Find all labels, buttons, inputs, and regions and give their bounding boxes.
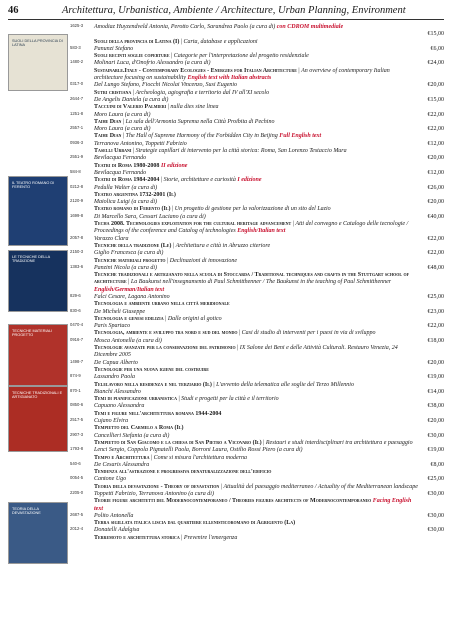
- isbn-code: [70, 112, 94, 116]
- isbn-code: [70, 360, 94, 364]
- entry-title: Taihe Dian: [94, 133, 122, 140]
- entry-title: Tecnologie avanzate per la conservazione del patrimonio: [94, 345, 236, 352]
- isbn-number: 870-1: [70, 387, 81, 393]
- isbn-number: 540-6: [70, 460, 81, 466]
- entry-title: Sustainable.Italy - Contemporary Ecologies - Energies for Italian Architecture: [94, 67, 297, 74]
- entry-price: €26,00: [427, 184, 444, 191]
- catalog-entry: [70, 155, 444, 170]
- entry-note: English text with Italian abstracts: [187, 75, 272, 82]
- book-cover: [8, 250, 68, 312]
- book-cover: [8, 176, 68, 246]
- isbn-code: [70, 141, 94, 145]
- isbn-code: [70, 236, 94, 240]
- entry-author: Moro Laura (a cura di): [94, 126, 151, 133]
- isbn-code: [70, 46, 94, 50]
- entry-author: De Cesaris Alessandra: [94, 461, 150, 468]
- isbn-number: 0470-4: [70, 322, 84, 328]
- catalog-entry: [70, 403, 444, 418]
- isbn-number: 0850-6: [70, 402, 84, 408]
- entry-author: Molinari Luca, d'Onofrio Alessandro (a cura di): [94, 60, 211, 67]
- catalog-entry: 2120-9 Maiolica Luigi (a cura di) Teatro romano di Ferento (Il) | Un progetto di gestione per la valorizzazione di un sito del Lazio €20,00: [70, 198, 444, 213]
- isbn-number: 830-6: [70, 307, 81, 313]
- entry-title: Terremoto e architettura storica: [94, 534, 180, 541]
- catalog-entry: 1699-8 Di Marcello Sara, Cessari Luciano (a cura di) Techa 2008. Technologies exploitation for the cultural heritage advancement | Atti del convegno e Catalogo delle tecnologie / Proceedings of the conference and Catalog of technologies English/Italian text €40,00: [70, 212, 444, 235]
- entry-price: €18,00: [427, 337, 444, 344]
- entry-author: Lassandro Paola: [94, 374, 135, 381]
- entry-price: €20,00: [427, 359, 444, 366]
- entry-author: Varazzo Clara: [94, 235, 129, 242]
- entry-title: Tecniche tradizionali e artigianato nella scuola di Stoccarda / Traditional techniques and crafts in the Stuttgart school of architecture: [94, 272, 410, 286]
- catalog-entry: 2012-4 Donatelli Adalgisa Terremoto e architettura storica | Prevenire l'emergenza €30,00: [70, 526, 444, 541]
- entry-title: Teoria della devastazione - Theory of devastation: [94, 483, 220, 490]
- entry-author: Panzini Nicola (a cura di): [94, 264, 157, 271]
- entry-price: €20,00: [427, 199, 444, 206]
- entry-title: Temi di pianificazione urbanistica: [94, 396, 177, 403]
- entry-author: Falci Cesare, Lagana Antonino: [94, 293, 170, 300]
- isbn-code: [70, 82, 94, 86]
- isbn-code: [70, 338, 94, 342]
- entry-author: De Micheli Giuseppe: [94, 308, 145, 315]
- isbn-code: [70, 294, 94, 298]
- isbn-code: [70, 323, 94, 327]
- entry-title: Tecnologia e ambiente urbano nella città meridionale: [94, 301, 230, 308]
- entry-price: €25,00: [427, 293, 444, 300]
- catalog-entry: Suoli della provincia di Latina (I) | Carta, database e applicazioni €15,00: [94, 31, 444, 45]
- isbn-code: [70, 24, 94, 28]
- isbn-code: [70, 170, 94, 174]
- entry-price: €15,00: [427, 31, 444, 38]
- entry-note: II edizione: [160, 162, 188, 169]
- entry-author: Cancellieri Stefania (a cura di): [94, 432, 170, 439]
- isbn-code: [70, 250, 94, 254]
- entry-title: Tecniche materiali progetto: [94, 257, 166, 264]
- isbn-code: [70, 527, 94, 531]
- isbn-number: 2644-7: [70, 95, 84, 101]
- entry-price: €24,00: [427, 60, 444, 67]
- entry-price: €8,00: [430, 461, 444, 468]
- entry-title: Tendenza all'astrazione e progressiva denaturalizzazione dell'edificio: [94, 469, 272, 476]
- entry-price: €22,00: [427, 235, 444, 242]
- entry-title: Teorie figure architetti del Modernocontemporaneo / Theories figures architects of Modernocontemporaneo: [94, 498, 372, 505]
- entry-title: Tempo e Architettura: [94, 454, 150, 461]
- catalog-entry: 2907-3 Cancellieri Stefania (a cura di) Tempietto di San Giacomo e la chiesa di San Pietro a Vicovaro (Il) | Restauri e studi interdisciplinari tra architettura e paesaggio €30,00: [70, 431, 444, 446]
- isbn-code: [70, 185, 94, 189]
- isbn-number: 1383-6: [70, 263, 84, 269]
- isbn-number: 2150-3: [70, 249, 84, 255]
- entry-subtitle: The Hall of Supreme Harmony of the Forbidden City in Beijing: [125, 133, 278, 140]
- entry-author: Moro Laura (a cura di): [94, 111, 151, 118]
- entry-note: I edizione: [237, 177, 262, 184]
- isbn-number: 2120-9: [70, 198, 84, 204]
- entry-price: €6,00: [430, 45, 444, 52]
- entry-subtitle: Casi di studio di interventi per i paesi in via di sviluppo: [241, 330, 376, 337]
- book-cover-title: TEORIA DELLA DEVASTAZIONE: [12, 507, 41, 516]
- entry-author: Bevilacqua Fernando: [94, 169, 147, 176]
- isbn-number: 1625-3: [70, 23, 84, 28]
- catalog-entry: 0470-4 Paris Spartaco Tecnologia, ambiente e sviluppo tra nord e sud del mondo | Casi di studio di interventi per i paesi in via di sviluppo €22,00: [70, 322, 444, 337]
- entry-author: Di Marcello Sara, Cessari Luciano (a cura di): [94, 213, 206, 220]
- book-cover-title: SUOLI DELLA PROVINCIA DI LATINA: [12, 39, 63, 48]
- entry-subtitle: Come si misura l'architettura moderna: [153, 454, 248, 461]
- entry-price: €20,00: [427, 82, 444, 89]
- entry-price: €30,00: [427, 512, 444, 519]
- isbn-code: [70, 97, 94, 101]
- catalog-entry: 830-6 De Micheli Giuseppe Tecnologia e genesi edilizia | Dalle origini al gotico €23,00: [70, 307, 444, 322]
- entry-title: Telelavoro nella residenza e nel terziario (Il): [94, 381, 212, 388]
- isbn-code: [70, 309, 94, 313]
- isbn-code: [70, 462, 94, 466]
- book-cover-title: LE TECNICHE DELLA TRADIZIONE: [12, 255, 50, 264]
- entry-price: €38,00: [427, 403, 444, 410]
- entry-note: English/Italian text: [237, 228, 286, 235]
- entry-price: €19,00: [427, 447, 444, 454]
- entry-title: Taselli Urbani: [94, 148, 132, 155]
- entry-title: Sutri cristiana: [94, 89, 132, 96]
- entry-subtitle: La sala dell'Armonia Suprema nella Città Proibita di Pechino: [125, 118, 275, 125]
- entry-author: Mosca Antonella (a cura di): [94, 337, 162, 344]
- isbn-code: [70, 126, 94, 130]
- catalog-entry: 0916-7 Mosca Antonella (a cura di) Tecnologie avanzate per la conservazione del patrimonio | IX Salone dei Beni e delle Attività Culturali. Restauro Venezia, 24 Dicembre 2005 €18,00: [70, 336, 444, 359]
- entry-title: Tecnologia e genesi edilizia: [94, 315, 164, 322]
- catalog-entry: 1251-8 Moro Laura (a cura di) Taihe Dian | La sala dell'Armonia Suprema nella Città Proibita di Pechino €22,00: [70, 110, 444, 125]
- entry-title: Tecnologia, ambiente e sviluppo tra nord e sud del mondo: [94, 330, 238, 337]
- isbn-code: [70, 403, 94, 407]
- entry-subtitle: Declinazioni di innovazione: [169, 257, 238, 264]
- book-cover-title: TECNICHE MATERIALI PROGETTO: [12, 329, 53, 338]
- page-number: 46: [8, 5, 19, 16]
- entry-subtitle: Prevenire l'emergenza: [183, 534, 238, 541]
- entry-note: Full English text: [279, 133, 322, 140]
- entry-author: Panunzi Stefano: [94, 45, 134, 52]
- isbn-code: [70, 374, 94, 378]
- isbn-number: 2205-0: [70, 490, 84, 495]
- entry-author: Toppetti Fabrizio, Terranova Antonino (a cura di): [94, 491, 214, 497]
- isbn-code: [70, 476, 94, 480]
- entry-title: Taihe Dian: [94, 118, 122, 125]
- entry-subtitle: L'avvento della telematica alle soglie del Terzo Millennio: [216, 381, 354, 388]
- isbn-number: 0936-3: [70, 139, 84, 145]
- catalog-entry: 0936-3 Terranova Antonino, Toppetti Fabrizio Taselli Urbani | Strategie capillari di intervento per la città storica: Roma, San Lorenzo Testaccio Mura €12,00: [70, 139, 444, 155]
- book-cover-title: TECNICHE TRADIZIONALI E ARTIGIANATO: [12, 391, 63, 400]
- entry-author: Lenci Sergio, Coppola Pignatelli Paola, Borroni Laura, Ostilio Rossi Piero (a cura di): [94, 447, 303, 454]
- entry-price: €30,00: [427, 432, 444, 439]
- entry-title: Techa 2008. Technologies exploitation for the cultural heritage advancement: [94, 221, 292, 228]
- catalog-list: [70, 24, 444, 542]
- catalog-entry: 0317-0 Del Lungo Stefano, Fiocchi Nicolai Vincenzo, Susi Eugenio Sutri cristiana | Archeologia, agiografia e territorio dal IV all'XI secolo €20,00: [70, 81, 444, 96]
- entry-price: €20,00: [427, 155, 444, 162]
- isbn-number: 874-9: [70, 373, 81, 379]
- entry-title: Tempietto di San Giacomo e la chiesa di San Pietro a Vicovaro (Il): [94, 439, 262, 446]
- entry-price: €23,00: [427, 308, 444, 315]
- isbn-number: 0317-0: [70, 81, 84, 87]
- book-cover: [8, 324, 68, 386]
- entry-author: Polito Antonella: [94, 512, 134, 519]
- isbn-number: 0054-5: [70, 475, 84, 481]
- isbn-number: 1793-8: [70, 446, 84, 452]
- entry-price: €14,00: [427, 388, 444, 395]
- isbn-number: 2012-4: [70, 526, 84, 532]
- isbn-code: [70, 447, 94, 451]
- entry-price: €22,00: [427, 250, 444, 257]
- catalog-entry: [70, 513, 444, 528]
- entry-price: €22,00: [427, 323, 444, 330]
- entry-subtitle: Un progetto di gestione per la valorizzazione di un sito del Lazio: [174, 206, 331, 213]
- catalog-entry: 583-3 Panunzi Stefano Suoli recinti soglie coperture | Categorie per l'interpretazione del progetto residenziale €6,00: [70, 44, 444, 60]
- isbn-number: 2907-3: [70, 431, 84, 437]
- header-rule: [8, 19, 444, 20]
- isbn-number: 1699-8: [70, 212, 84, 218]
- entry-title: Teatri di Roma 1980-2008: [94, 162, 160, 169]
- book-cover: [8, 386, 68, 452]
- isbn-number: 2557-1: [70, 125, 84, 131]
- entry-author: Bianchi Alessandro: [94, 388, 141, 395]
- isbn-code: [70, 155, 94, 159]
- entry-subtitle: Studi e progetti per la città e il territorio: [181, 396, 279, 403]
- entry-author: De Capua Alberto: [94, 359, 138, 366]
- entry-title: Suoli recinti soglie coperture: [94, 53, 170, 60]
- catalog-entry: 1383-6 Panzini Nicola (a cura di) Tecniche tradizionali e artigianato nella scuola di Stoccarda / Traditional techniques and crafts in the Stuttgart school of architecture | La Baukunst nell'insegnamento di Paul Schmitthenner / The Baukunst in the teaching of Paul Schmitthenner English/German/Italian text €48,00: [70, 263, 444, 293]
- catalog-entry: 0054-5 Cantone Ugo Teoria della devastazione - Theory of devastation | Attualità del paesaggio mediterraneo / Actuality of the Mediterranean landscape €25,00: [70, 475, 444, 490]
- entry-note: English/German/Italian text: [94, 286, 165, 293]
- entry-author: Cujano Elvira: [94, 418, 129, 425]
- catalog-entry: 2057-8 Varazzo Clara Tecniche della tradizione (Le) | Architettura e città in Abruzzo citeriore €22,00: [70, 234, 444, 249]
- catalog-entry: 2150-3 Giglio Francesca (a cura di) Tecniche materiali progetto | Declinazioni di innovazione €22,00: [70, 249, 444, 264]
- isbn-number: 0916-7: [70, 336, 84, 342]
- isbn-code: [70, 491, 94, 495]
- isbn-code: [70, 433, 94, 437]
- catalog-entry: 870-1 Bianchi Alessandro Temi di pianificazione urbanistica | Studi e progetti per la città e il territorio €14,00: [70, 387, 444, 403]
- entry-subtitle: Architettura e città in Abruzzo citeriore: [175, 242, 271, 249]
- catalog-entry: [70, 294, 444, 309]
- entry-author: Terranova Antonino, Toppetti Fabrizio: [94, 140, 187, 147]
- entry-subtitle: Attualità del paesaggio mediterraneo / Actuality of the Mediterranean landscape: [223, 483, 418, 490]
- entry-author: Bevilacqua Fernando: [94, 155, 147, 162]
- catalog-entry: 2644-7 De Angelis Daniela (a cura di) Taccuini di Valerio Palmieri | nulla dies sine linea €15,00: [70, 95, 444, 111]
- catalog-entry: 874-9 Lassandro Paola Telelavoro nella residenza e nel terziario (Il) | L'avvento della telematica alle soglie del Terzo Millennio €19,00: [70, 373, 444, 388]
- catalog-entry: [70, 185, 444, 200]
- entry-author: Capuano Alessandra: [94, 403, 145, 410]
- entry-note: Facing English text: [94, 498, 412, 512]
- isbn-number: 2057-8: [70, 234, 84, 240]
- entry-price: €30,00: [427, 491, 444, 497]
- catalog-entry: [70, 491, 444, 513]
- entry-price: €25,00: [427, 476, 444, 483]
- isbn-code: [70, 60, 94, 64]
- catalog-entry: 584-8 Bevilacqua Fernando Teatri di Roma 1984-2004 | Storie, architetture e curiosità I edizione €12,00: [70, 168, 444, 184]
- isbn-number: 1251-8: [70, 110, 84, 116]
- book-cover: [8, 34, 68, 91]
- isbn-code: [70, 265, 94, 269]
- isbn-code: [70, 389, 94, 393]
- entry-subtitle: Categorie per l'interpretazione del progetto residenziale: [173, 53, 309, 60]
- entry-subtitle: Atti del convegno e Catalogo delle tecnologie / Proceedings of the conference and Catalog of technologies: [94, 221, 409, 235]
- entry-price: €30,00: [427, 527, 444, 534]
- entry-title: Suoli della provincia di Latina (I): [94, 38, 180, 45]
- entry-price: €22,00: [427, 126, 444, 133]
- running-title: Architettura, Urbanistica, Ambiente / Architecture, Urban Planning, Environment: [62, 5, 406, 16]
- entry-subtitle: La Baukunst nell'insegnamento di Paul Schmitthenner / The Baukunst in the teaching of Paul Schmitthenner: [130, 279, 392, 286]
- entry-note: con CDROM multimediale: [276, 24, 344, 30]
- isbn-code: [70, 214, 94, 218]
- catalog-entry: [70, 24, 444, 31]
- isbn-number: 583-3: [70, 44, 81, 50]
- entry-title: Tecnologie per una nuova igiene del costruire: [94, 366, 209, 373]
- isbn-code: [70, 513, 94, 517]
- entry-subtitle: nulla dies sine linea: [170, 104, 219, 111]
- entry-title: Teatri di Roma 1984-2004: [94, 177, 160, 184]
- entry-author: Amodiaz Huyzendveld Antonia, Perotto Carlo, Sarandrea Paolo (a cura di): [94, 24, 276, 30]
- entry-price: €22,00: [427, 111, 444, 118]
- entry-author: Maiolica Luigi (a cura di): [94, 199, 157, 206]
- entry-price: €48,00: [427, 264, 444, 271]
- entry-subtitle: Archeologia, agiografia e territorio dal IV all'XI secolo: [135, 89, 270, 96]
- isbn-number: 1498-7: [70, 358, 84, 364]
- entry-price: €12,00: [427, 169, 444, 176]
- isbn-number: 829-6: [70, 292, 81, 298]
- isbn-number: 2687-5: [70, 511, 84, 517]
- entry-title: Taccuini di Valerio Palmieri: [94, 104, 167, 111]
- isbn-number: 0212-8: [70, 183, 84, 189]
- entry-subtitle: Dalle origini al gotico: [167, 315, 222, 322]
- entry-price: €15,00: [427, 96, 444, 103]
- entry-author: Del Lungo Stefano, Fiocchi Nicolai Vincenzo, Susi Eugenio: [94, 82, 238, 89]
- entry-subtitle: Restauri e studi interdisciplinari tra architettura e paesaggio: [265, 439, 413, 446]
- entry-price: €12,00: [427, 140, 444, 147]
- entry-title: Teatro romano di Ferento (Il): [94, 206, 171, 213]
- isbn-number: 2517-5: [70, 417, 84, 423]
- entry-title: Terra sigillata italica liscia dal quartiere ellenisticoromano di Agrigento (La): [94, 520, 296, 527]
- catalog-entry: [70, 360, 444, 375]
- entry-price: €19,00: [427, 374, 444, 381]
- entry-price: €20,00: [427, 418, 444, 425]
- book-cover: [8, 502, 68, 564]
- entry-subtitle: Carta, database e applicazioni: [183, 38, 258, 45]
- page-header: [0, 0, 452, 22]
- entry-author: Giglio Francesca (a cura di): [94, 250, 164, 257]
- entry-author: Pedulla Walter (a cura di): [94, 184, 158, 191]
- isbn-number: 2551-9: [70, 154, 84, 160]
- entry-subtitle: IX Salone dei Beni e delle Attività Culturali. Restauro Venezia, 24 Dicembre 2005: [94, 345, 398, 359]
- entry-title: Tecniche della tradizione (Le): [94, 242, 172, 249]
- isbn-code: [70, 418, 94, 422]
- entry-subtitle: Storie, architetture e curiosità: [163, 177, 236, 184]
- entry-author: Cantone Ugo: [94, 476, 127, 483]
- isbn-number: 1480-2: [70, 59, 84, 65]
- entry-title: Tempietto del Carmelo a Roma (Il): [94, 425, 184, 432]
- entry-author: De Angelis Daniela (a cura di): [94, 96, 169, 103]
- entry-author: Paris Spartaco: [94, 323, 131, 330]
- entry-author: Donatelli Adalgisa: [94, 527, 140, 534]
- catalog-entry: 1480-2 Molinari Luca, d'Onofrio Alessandro (a cura di) Sustainable.Italy - Contemporary Ecologies - Energies for Italian Architecture | An overview of contemporary Italian architecture focusing on sustainability English text with Italian abstracts €24,00: [70, 59, 444, 82]
- entry-title: Temi e figure nell'architettura romana 1944-2004: [94, 410, 222, 417]
- entry-subtitle: Strategie capillari di intervento per la città storica: Roma, San Lorenzo Testaccio Mura: [135, 148, 347, 155]
- book-cover-title: IL TEATRO ROMANO DI FERENTO: [12, 181, 55, 190]
- catalog-entry: [70, 462, 444, 477]
- catalog-entry: [70, 418, 444, 433]
- isbn-number: 584-8: [70, 168, 81, 174]
- catalog-entry: 2557-1 Moro Laura (a cura di) Taihe Dian | The Hall of Supreme Harmony of the Forbidden City in Beijing Full English text €22,00: [70, 125, 444, 140]
- entry-price: €40,00: [427, 213, 444, 220]
- catalog-entry: 1793-8 Lenci Sergio, Coppola Pignatelli Paola, Borroni Laura, Ostilio Rossi Piero (a cura di) Tempo e Architettura | Come si misura l'architettura moderna €19,00: [70, 446, 444, 461]
- isbn-code: [70, 199, 94, 203]
- entry-title: Teatro argentina 1732-2001 (Il): [94, 191, 176, 198]
- entry-subtitle: An overview of contemporary Italian architecture focusing on sustainability: [94, 67, 390, 82]
